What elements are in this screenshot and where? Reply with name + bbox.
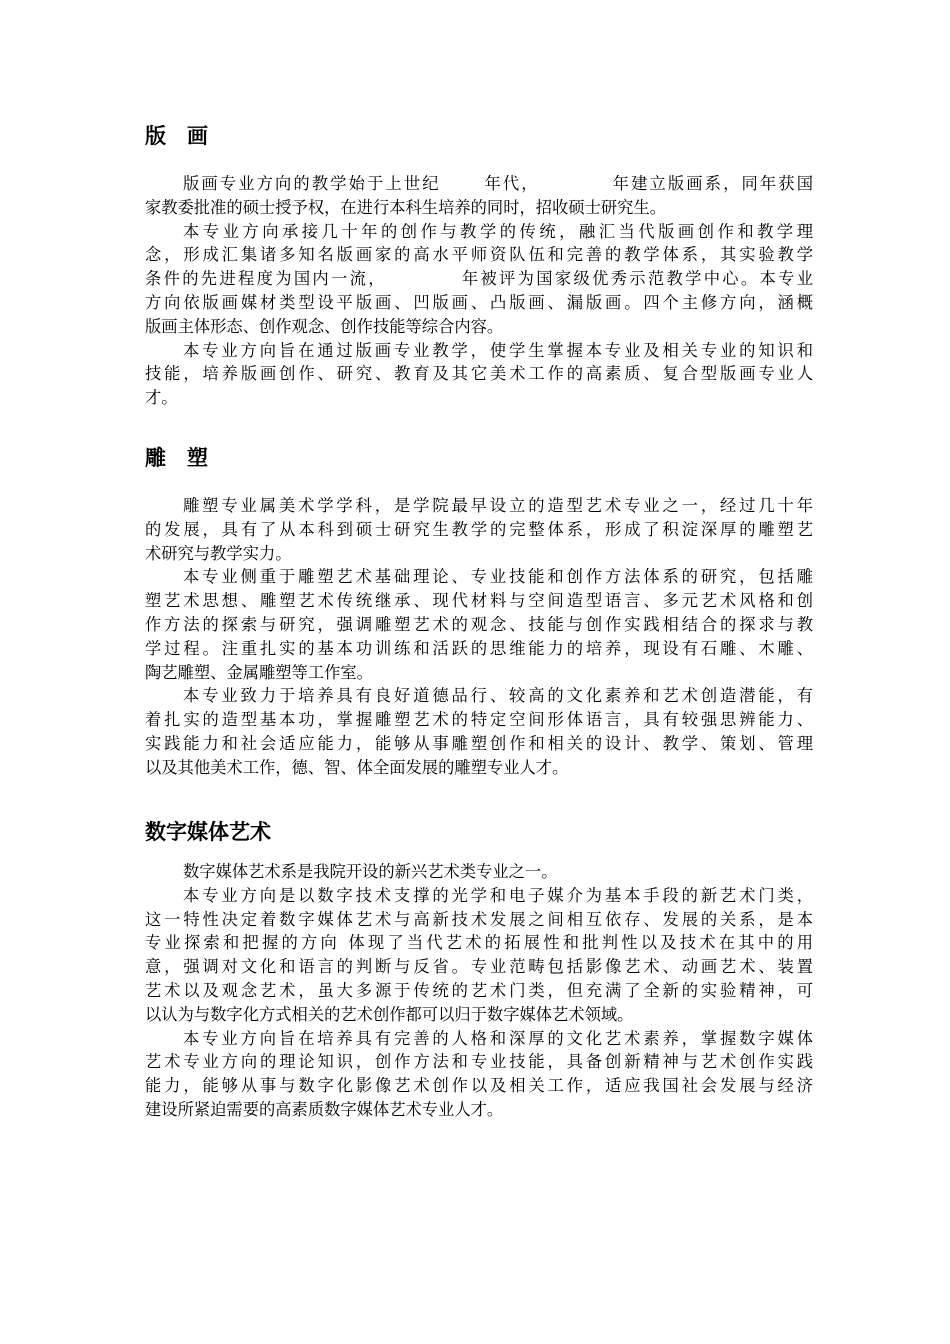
section-sculpture	[145, 444, 813, 780]
paragraph-line: 条件的先进程度为国内一流， 年被评为国家级优秀示范教学中心。本专业	[145, 269, 813, 289]
section-body	[145, 172, 813, 410]
paragraph	[145, 172, 813, 220]
paragraph	[145, 565, 813, 684]
paragraph-line: 方向依版画媒材类型设平版画、凹版画、凸版画、漏版画。四个主修方向，涵概	[145, 292, 813, 312]
section-digital-media-art	[145, 818, 813, 1122]
paragraph-line: 学过程。注重扎实的基本功训练和活跃的思维能力的培养，现设有石雕、木雕、	[145, 638, 813, 658]
paragraph-line: 作方法的探索与研究，强调雕塑艺术的观念、技能与创作实践相结合的探求与教	[145, 614, 813, 634]
paragraph-line: 念，形成汇集诸多知名版画家的高水平师资队伍和完善的教学体系，其实验教学	[145, 245, 813, 265]
paragraph-line: 塑艺术思想、雕塑艺术传统继承、现代材料与空间造型语言、多元艺术风格和创	[145, 591, 813, 611]
section-title: 数字媒体艺术	[145, 820, 271, 844]
paragraph-line: 才。	[145, 388, 178, 408]
paragraph	[145, 339, 813, 410]
paragraph-line: 以及其他美术工作，德、智、体全面发展的雕塑专业人才。	[145, 757, 569, 777]
paragraph-line: 本专业侧重于雕塑艺术基础理论、专业技能和创作方法体系的研究，包括雕	[183, 567, 813, 587]
paragraph	[145, 884, 813, 1027]
paragraph-line: 专业探索和把握的方向 体现了当代艺术的拓展性和批判性以及技术在其中的用	[145, 933, 813, 953]
paragraph-line: 能力，能够从事与数字化影像艺术创作以及相关工作，适应我国社会发展与经济	[145, 1076, 813, 1096]
paragraph	[145, 220, 813, 339]
paragraph-line: 版画专业方向的教学始于上世纪 年代， 年建立版画系，同年获国	[183, 174, 813, 193]
paragraph-line: 本专业方向旨在通过版画专业教学，使学生掌握本专业及相关专业的知识和	[183, 340, 813, 360]
paragraph-line: 数字媒体艺术系是我院开设的新兴艺术类专业之一。	[183, 862, 558, 881]
section-body	[145, 494, 813, 780]
section-title: 版 画	[145, 124, 208, 148]
paragraph-line: 本专业方向承接几十年的创作与教学的传统，融汇当代版画创作和教学理	[183, 221, 813, 241]
paragraph-line: 本专业方向是以数字技术支撑的光学和电子媒介为基本手段的新艺术门类，	[183, 885, 813, 905]
paragraph-line: 雕塑专业属美术学学科，是学院最早设立的造型艺术专业之一，经过几十年	[183, 496, 813, 515]
paragraph-line: 这一特性决定着数字媒体艺术与高新技术发展之间相互依存、发展的关系，是本	[145, 909, 813, 929]
paragraph-line: 着扎实的造型基本功，掌握雕塑艺术的特定空间形体语言，具有较强思辨能力、	[145, 710, 813, 730]
paragraph	[145, 860, 813, 884]
paragraph-line: 技能，培养版画创作、研究、教育及其它美术工作的高素质、复合型版画专业人	[145, 364, 813, 384]
paragraph	[145, 1027, 813, 1122]
paragraph-line: 实践能力和社会适应能力，能够从事雕塑创作和相关的设计、教学、策划、管理	[145, 733, 813, 753]
paragraph-line: 陶艺雕塑、金属雕塑等工作室。	[145, 662, 373, 682]
paragraph	[145, 494, 813, 565]
paragraph-line: 建设所紧迫需要的高素质数字媒体艺术专业人才。	[145, 1099, 504, 1119]
paragraph	[145, 684, 813, 779]
paragraph-line: 以认为与数字化方式相关的艺术创作都可以归于数字媒体艺术领域。	[145, 1004, 634, 1024]
paragraph-line: 艺术以及观念艺术，虽大多源于传统的艺术门类，但充满了全新的实验精神，可	[145, 980, 813, 1000]
paragraph-line: 家教委批准的硕士授予权，在进行本科生培养的同时，招收硕士研究生。	[145, 197, 667, 217]
paragraph-line: 术研究与教学实力。	[145, 543, 292, 563]
paragraph-line: 版画主体形态、创作观念、创作技能等综合内容。	[145, 316, 504, 336]
section-body	[145, 860, 813, 1122]
section-printmaking	[145, 122, 813, 410]
paragraph-line: 本专业致力于培养具有良好道德品行、较高的文化素养和艺术创造潜能，有	[183, 686, 813, 706]
paragraph-line: 意，强调对文化和语言的判断与反省。专业范畴包括影像艺术、动画艺术、装置	[145, 957, 813, 977]
section-title: 雕 塑	[145, 446, 208, 470]
paragraph-line: 本专业方向旨在培养具有完善的人格和深厚的文化艺术素养，掌握数字媒体	[183, 1028, 813, 1048]
paragraph-line: 的发展，具有了从本科到硕士研究生教学的完整体系，形成了积淀深厚的雕塑艺	[145, 519, 813, 539]
paragraph-line: 艺术专业方向的理论知识，创作方法和专业技能，具备创新精神与艺术创作实践	[145, 1052, 813, 1072]
